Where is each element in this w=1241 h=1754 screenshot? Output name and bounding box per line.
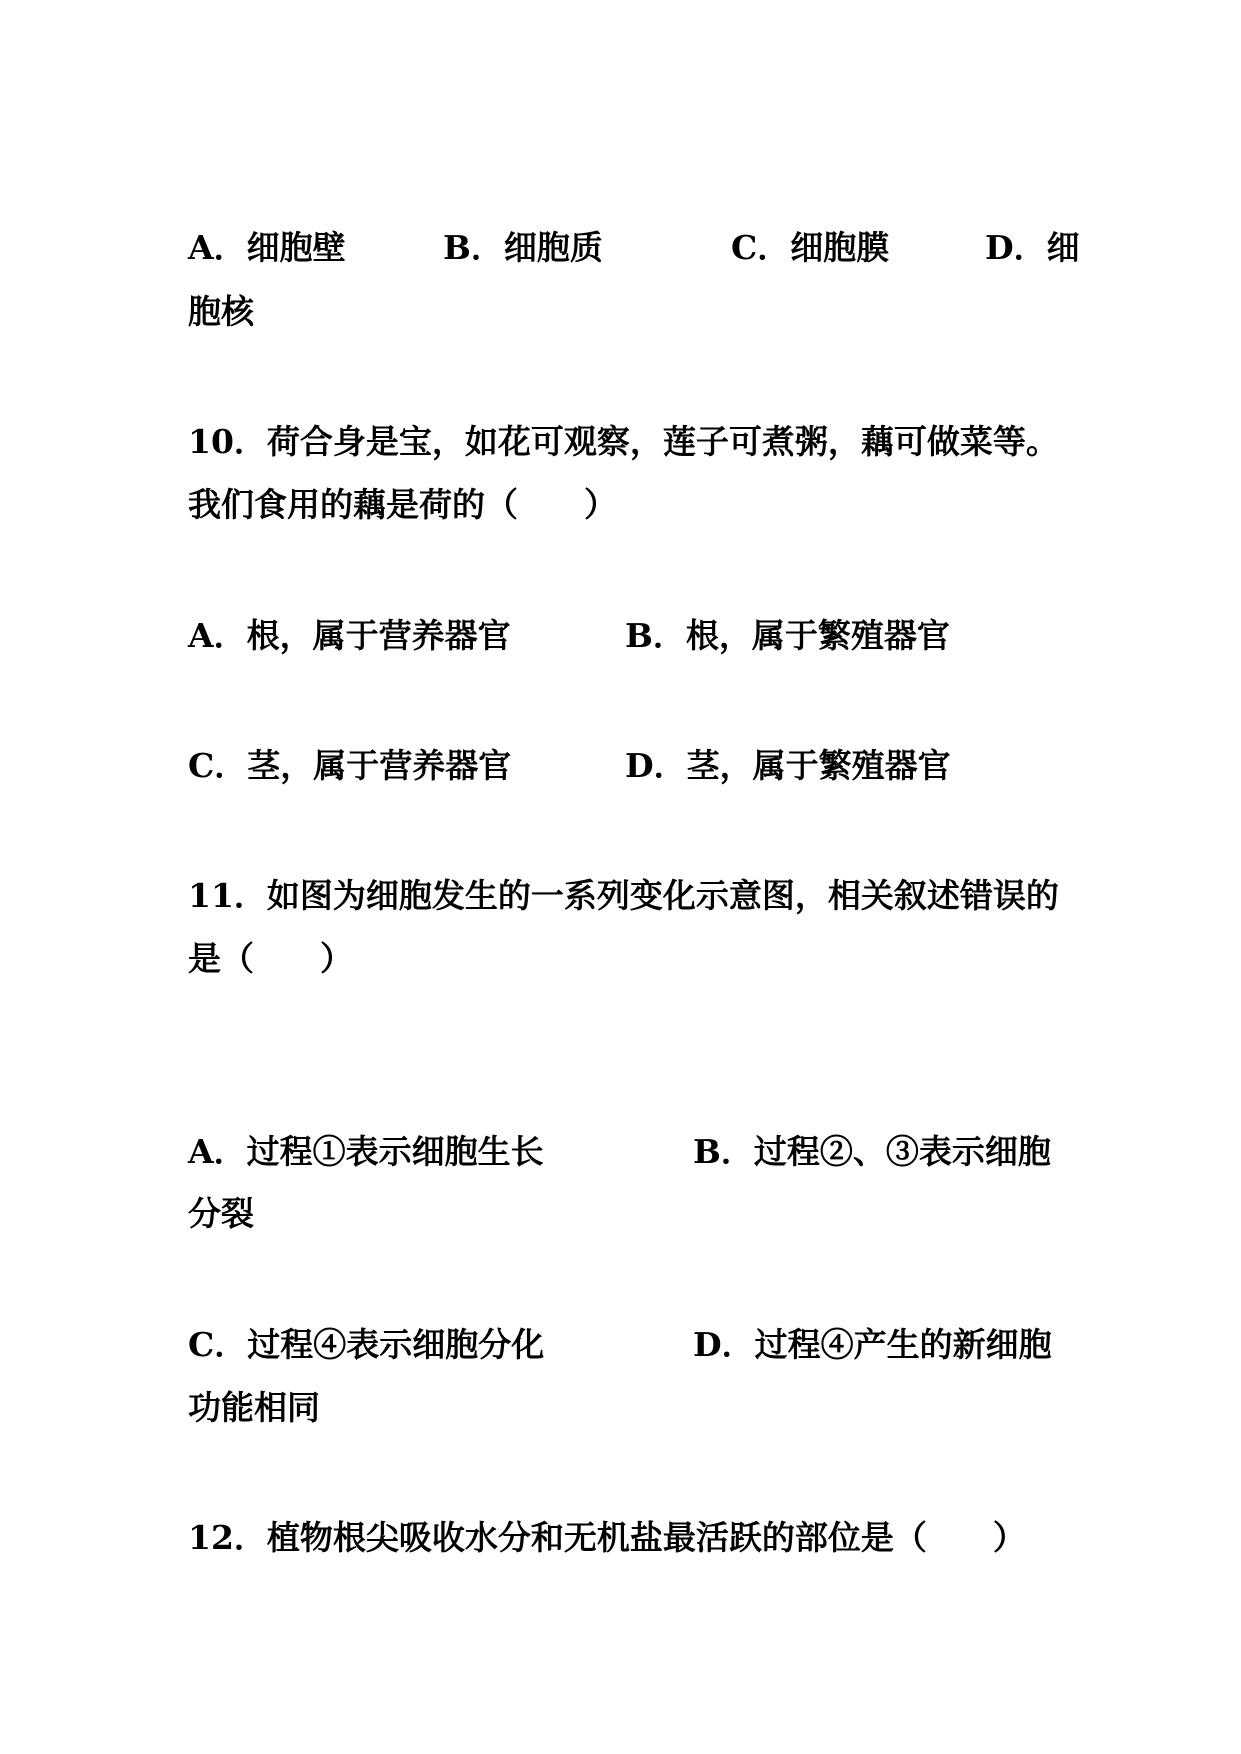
q11-option-b: B．过程②、③表示细胞 [693,1132,1051,1171]
q11-option-d-continuation: 功能相同 [188,1388,320,1427]
q11-option-a: A．过程①表示细胞生长 [188,1132,544,1171]
q10-option-a: A．根，属于营养器官 [188,616,511,655]
q11-option-d: D．过程④产生的新细胞 [693,1325,1052,1364]
q10-option-c: C．茎，属于营养器官 [188,746,512,785]
q9-option-a: A．细胞壁 [188,228,346,267]
q12-stem-line1: 12．植物根尖吸收水分和无机盐最活跃的部位是（ ） [188,1518,1026,1557]
q11-option-c: C．过程④表示细胞分化 [188,1325,545,1364]
q11-stem-line1: 11．如图为细胞发生的一系列变化示意图，相关叙述错误的 [188,876,1059,915]
q9-option-b: B．细胞质 [443,228,603,267]
q10-stem-line2: 我们食用的藕是荷的（ ） [188,485,617,524]
q10-stem-line1: 10．荷合身是宝，如花可观察，莲子可煮粥，藕可做菜等。 [188,422,1059,461]
q9-option-d-continuation: 胞核 [188,292,254,331]
q10-option-d: D．茎，属于繁殖器官 [625,746,951,785]
q9-option-c: C．细胞膜 [731,228,890,267]
q11-stem-line2: 是（ ） [188,939,353,978]
q11-option-b-continuation: 分裂 [188,1194,254,1233]
q10-option-b: B．根，属于繁殖器官 [625,616,950,655]
q9-option-d: D．细 [985,228,1080,267]
